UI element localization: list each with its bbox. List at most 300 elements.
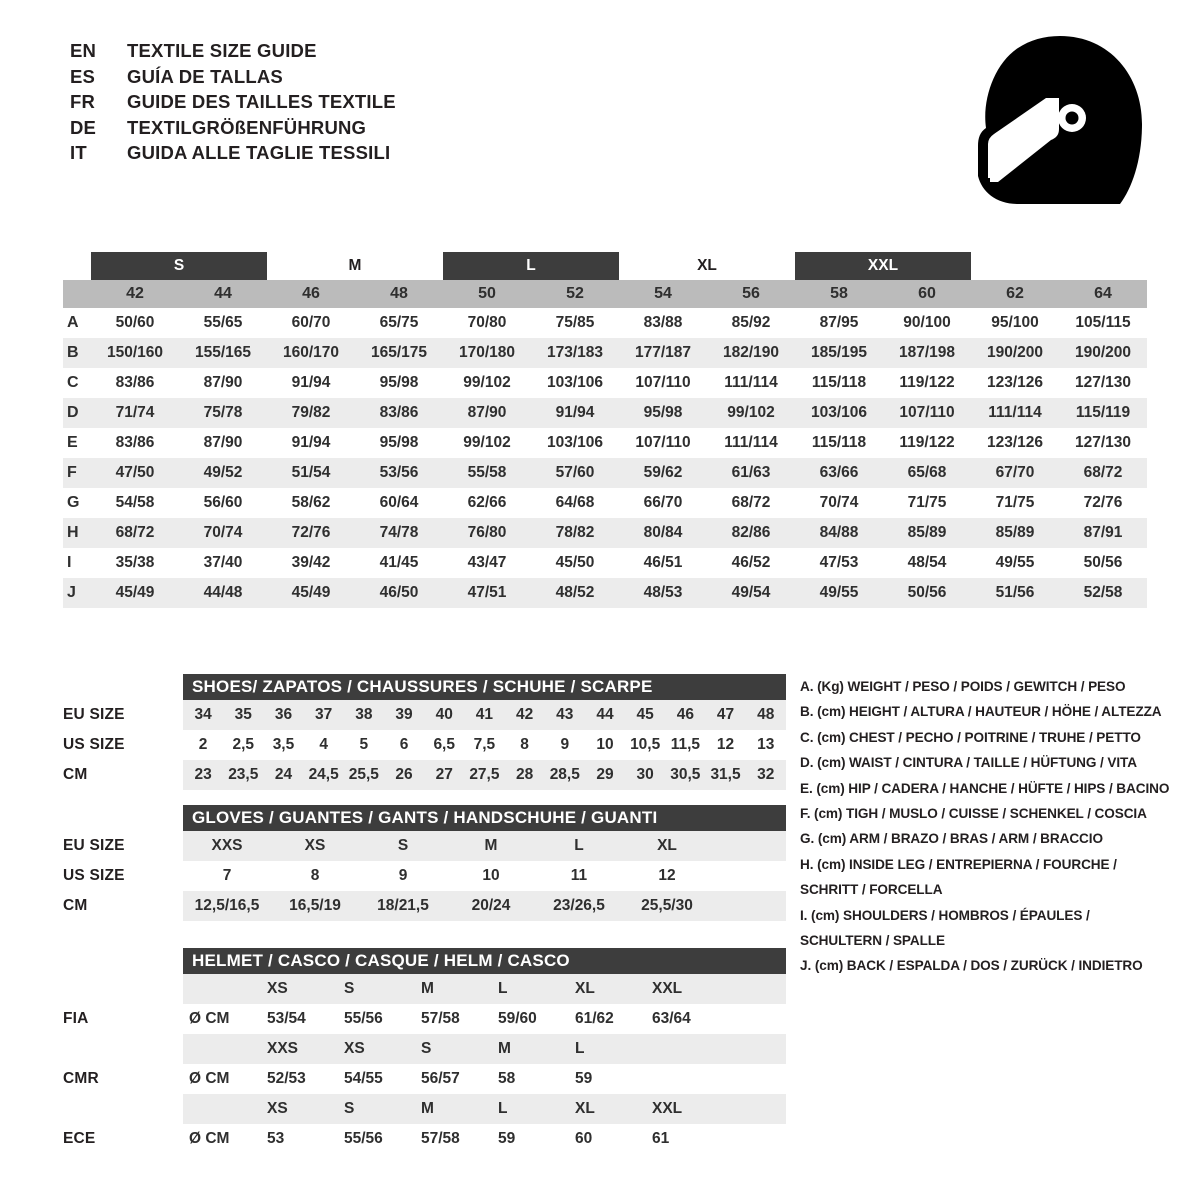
measurement-cell: 187/198 [898, 344, 956, 361]
measurement-cell: 78/82 [555, 524, 595, 541]
helmet-standard-ece: ECE [63, 1130, 96, 1147]
helmet-size-header-row [63, 1034, 786, 1064]
racing-helmet-icon [960, 28, 1160, 213]
size-band-xl: XL [697, 257, 717, 274]
value-cell: 48 [757, 706, 775, 723]
value-cell: 37 [315, 706, 333, 723]
helmet-size-label: M [421, 980, 434, 997]
measurement-cell: 76/80 [467, 524, 507, 541]
textile-size-table [63, 252, 1147, 608]
value-cell: 30 [636, 766, 654, 783]
helmet-value-cell: 54/55 [344, 1070, 383, 1087]
value-cell: 23 [194, 766, 212, 783]
measurement-cell: 119/122 [899, 374, 955, 391]
value-cell: 4 [319, 736, 328, 753]
helmet-value-cell [646, 1064, 723, 1094]
value-cell: 6 [399, 736, 409, 753]
measurement-cell: 70/74 [203, 524, 243, 541]
size-number-header-row [63, 280, 1147, 308]
helmet-standard-values [183, 1124, 786, 1154]
table-row [63, 730, 786, 760]
table-row [63, 308, 1147, 338]
value-cell: 12 [658, 867, 676, 884]
language-row [70, 117, 670, 143]
table-row [63, 578, 1147, 608]
measurement-cell: 45/50 [555, 554, 595, 571]
helmet-size-values [183, 974, 786, 1004]
measurement-cell: 83/86 [379, 404, 419, 421]
gloves-title: GLOVES / GUANTES / GANTS / HANDSCHUHE / GUANTI [183, 805, 786, 831]
measurement-cell: 127/130 [1074, 374, 1132, 391]
measurement-cell: 59/62 [643, 464, 683, 481]
value-cell: 8 [310, 867, 320, 884]
measurement-cell: 103/106 [546, 434, 604, 451]
measurement-cell: 54/58 [115, 494, 155, 511]
legend-line: SCHRITT / FORCELLA [800, 882, 943, 898]
size-column-header: 46 [302, 285, 320, 302]
value-cell: 25,5/30 [641, 897, 693, 914]
value-cell: 45 [636, 706, 654, 723]
measurement-cell: 60/70 [291, 314, 331, 331]
row-label-c: C [67, 374, 79, 391]
value-cell: 47 [716, 706, 735, 723]
measurement-cell: 49/55 [819, 584, 859, 601]
value-cell: 24 [274, 766, 293, 783]
row-values [183, 831, 786, 861]
language-code: ES [70, 65, 96, 87]
language-code: IT [70, 142, 87, 163]
row-label-f: F [67, 464, 77, 481]
measurement-cell: 46/51 [643, 554, 683, 571]
helmet-standard-cmr: CMR [63, 1070, 99, 1087]
language-title: TEXTILGRÖßENFÜHRUNG [127, 116, 367, 138]
measurement-cell: 41/45 [379, 554, 419, 571]
measurement-cell: 99/102 [463, 434, 511, 451]
table-row [63, 368, 1147, 398]
measurement-cell: 66/70 [643, 494, 683, 511]
measurement-cell: 177/187 [634, 344, 692, 361]
helmet-size-label: S [344, 980, 355, 997]
measurement-cell: 105/115 [1075, 314, 1131, 331]
value-cell: 36 [274, 706, 293, 723]
measurement-cell: 190/200 [1074, 344, 1132, 361]
measurement-cell: 55/58 [467, 464, 507, 481]
value-cell: 46 [676, 706, 694, 723]
measurement-cell: 50/56 [907, 584, 947, 601]
helmet-value-cell: 63/64 [652, 1010, 691, 1027]
value-cell: 8 [520, 736, 529, 753]
value-cell: 28 [515, 766, 534, 783]
table-row [63, 831, 786, 861]
measurement-cell: 79/82 [291, 404, 331, 421]
measurement-cell: 44/48 [203, 584, 243, 601]
row-label: EU SIZE [63, 706, 125, 723]
measurement-cell: 50/56 [1083, 554, 1123, 571]
measurement-cell: 107/110 [635, 434, 691, 451]
helmet-size-header-row [63, 974, 786, 1004]
measurement-cell: 68/72 [731, 494, 771, 511]
helmet-size-label: XXL [652, 1100, 683, 1117]
legend-line: C. (cm) CHEST / PECHO / POITRINE / TRUHE / PETTO [800, 729, 1141, 745]
value-cell: 10 [482, 867, 500, 884]
helmet-value-cell: 60 [575, 1130, 593, 1147]
measurement-cell: 55/65 [203, 314, 243, 331]
language-row [70, 91, 670, 117]
helmet-value-cell: 61 [652, 1130, 670, 1147]
row-label-d: D [67, 404, 79, 421]
helmet-standard-fia: FIA [63, 1010, 89, 1027]
measurement-cell: 63/66 [819, 464, 859, 481]
row-values [183, 891, 786, 921]
measurement-cell: 65/75 [379, 314, 419, 331]
helmet-value-cell: 55/56 [344, 1130, 383, 1147]
helmet-value-cell: 59/60 [498, 1010, 537, 1027]
helmet-size-label: XXS [267, 1040, 299, 1057]
helmet-section [63, 948, 786, 1154]
measurement-cell: 111/114 [724, 374, 778, 391]
helmet-unit-label: Ø CM [189, 1010, 230, 1027]
size-column-header: 60 [918, 285, 936, 302]
measurement-cell: 56/60 [203, 494, 243, 511]
measurement-cell: 170/180 [458, 344, 516, 361]
measurement-cell: 123/126 [986, 434, 1044, 451]
value-cell: 40 [435, 706, 453, 723]
helmet-size-label: S [344, 1100, 355, 1117]
value-cell: 28,5 [549, 766, 580, 783]
measurement-cell: 43/47 [467, 554, 507, 571]
measurement-cell: 71/74 [115, 404, 155, 421]
table-row [63, 458, 1147, 488]
table-row [63, 398, 1147, 428]
legend-line: B. (cm) HEIGHT / ALTURA / HAUTEUR / HÖHE / ALTEZZA [800, 704, 1162, 720]
value-cell: XL [657, 837, 677, 854]
measurement-cell: 119/122 [899, 434, 955, 451]
value-cell: 7,5 [473, 736, 496, 753]
measurement-rows [63, 308, 1147, 608]
measurement-cell: 70/74 [819, 494, 859, 511]
value-cell: 39 [395, 706, 413, 723]
measurement-cell: 68/72 [1083, 464, 1123, 481]
row-label-g: G [67, 494, 80, 511]
title-block [70, 40, 670, 168]
row-values [183, 730, 786, 760]
row-label: EU SIZE [63, 837, 125, 854]
size-band-l: L [443, 252, 619, 280]
row-label-j: J [67, 584, 76, 601]
helmet-title: HELMET / CASCO / CASQUE / HELM / CASCO [183, 948, 786, 974]
row-values [183, 760, 786, 790]
measurement-cell: 95/98 [379, 434, 419, 451]
helmet-size-label: XL [575, 1100, 595, 1117]
language-title: GUIDE DES TAILLES TEXTILE [127, 91, 396, 112]
measurement-cell: 47/53 [819, 554, 859, 571]
helmet-size-header-label [63, 1094, 183, 1124]
value-cell: 9 [398, 867, 408, 884]
value-cell: 10 [596, 736, 614, 753]
measurement-cell: 123/126 [986, 374, 1044, 391]
size-column-header: 56 [742, 285, 760, 302]
measurement-cell: 35/38 [115, 554, 155, 571]
measurement-cell: 190/200 [986, 344, 1044, 361]
row-label: CM [63, 766, 88, 783]
helmet-rows [63, 974, 786, 1154]
measurement-cell: 74/78 [379, 524, 419, 541]
language-code: FR [70, 91, 96, 112]
measurement-cell: 95/100 [991, 314, 1039, 331]
language-title: GUIDA ALLE TAGLIE TESSILI [127, 142, 391, 163]
value-cell: 23,5 [228, 766, 259, 783]
measurement-cell: 111/114 [988, 404, 1042, 421]
row-label-i: I [67, 554, 72, 571]
row-label-b: B [67, 344, 79, 361]
value-cell: 34 [194, 706, 212, 723]
row-label: CM [63, 897, 88, 914]
measurement-cell: 80/84 [643, 524, 683, 541]
shoes-section [63, 674, 786, 790]
measurement-cell: 85/89 [995, 524, 1035, 541]
measurement-cell: 87/90 [203, 374, 243, 391]
measurement-cell: 37/40 [203, 554, 243, 571]
legend-line: I. (cm) SHOULDERS / HOMBROS / ÉPAULES / [800, 907, 1090, 923]
helmet-unit-spacer [183, 1094, 261, 1124]
legend-line: F. (cm) TIGH / MUSLO / CUISSE / SCHENKEL / COSCIA [800, 806, 1147, 822]
measurement-cell: 91/94 [291, 434, 331, 451]
value-cell: 29 [596, 766, 614, 783]
value-cell: 30,5 [670, 766, 701, 783]
helmet-unit-spacer [183, 974, 261, 1004]
helmet-value-cell: 57/58 [421, 1010, 460, 1027]
helmet-size-label: L [498, 980, 508, 997]
measurement-cell: 95/98 [379, 374, 419, 391]
value-cell: 11,5 [670, 736, 700, 753]
measurement-cell: 115/118 [811, 434, 867, 451]
helmet-size-values [183, 1034, 786, 1064]
size-band-xxl: XXL [795, 252, 971, 280]
helmet-size-label: L [575, 1040, 585, 1057]
helmet-unit-label: Ø CM [189, 1130, 230, 1147]
row-label-a: A [67, 314, 79, 331]
measurement-cell: 185/195 [810, 344, 868, 361]
measurement-cell: 50/60 [115, 314, 155, 331]
measurement-cell: 84/88 [819, 524, 859, 541]
helmet-size-header-label [63, 1034, 183, 1064]
value-cell: 3,5 [272, 736, 295, 753]
value-cell: M [484, 837, 498, 854]
measurement-cell: 67/70 [995, 464, 1035, 481]
measurement-cell: 99/102 [463, 374, 511, 391]
measurement-cell: 51/54 [291, 464, 331, 481]
measurement-cell: 53/56 [379, 464, 419, 481]
measurement-cell: 60/64 [379, 494, 419, 511]
helmet-value-cell: 61/62 [575, 1010, 614, 1027]
value-cell: 2,5 [232, 736, 255, 753]
value-cell: 31,5 [710, 766, 741, 783]
legend-line: SCHULTERN / SPALLE [800, 933, 945, 949]
language-title: GUÍA DE TALLAS [127, 65, 283, 87]
measurement-cell: 49/52 [203, 464, 243, 481]
measurement-cell: 87/90 [203, 434, 243, 451]
measurement-cell: 115/119 [1075, 404, 1131, 421]
headnum-spacer [63, 280, 91, 308]
value-cell: 7 [222, 867, 232, 884]
shoes-title: SHOES/ ZAPATOS / CHAUSSURES / SCHUHE / SCARPE [183, 674, 786, 700]
measurement-cell: 87/90 [467, 404, 507, 421]
measurement-cell: 127/130 [1074, 434, 1132, 451]
value-cell: 24,5 [308, 766, 339, 783]
measurement-cell: 75/78 [203, 404, 243, 421]
size-column-header: 48 [390, 285, 408, 302]
value-cell: 41 [475, 706, 494, 723]
value-cell: 2 [198, 736, 208, 753]
measurement-cell: 72/76 [291, 524, 331, 541]
value-cell: 12 [716, 736, 735, 753]
shoes-rows [63, 700, 786, 790]
measurement-legend [800, 674, 1190, 979]
helmet-standard-row [63, 1124, 786, 1154]
value-cell: 38 [355, 706, 373, 723]
value-cell: XXS [211, 837, 243, 854]
measurement-cell: 150/160 [106, 344, 164, 361]
helmet-standard-values [183, 1064, 786, 1094]
helmet-size-values [183, 1094, 786, 1124]
gloves-rows [63, 831, 786, 921]
value-cell: 9 [560, 736, 570, 753]
value-cell: 5 [359, 736, 369, 753]
language-code: DE [70, 116, 97, 138]
value-cell: 12,5/16,5 [194, 897, 260, 914]
helmet-size-label: XS [344, 1040, 365, 1057]
measurement-cell: 52/58 [1083, 584, 1123, 601]
value-cell: 13 [757, 736, 775, 753]
value-cell: 35 [234, 706, 252, 723]
measurement-cell: 70/80 [467, 314, 507, 331]
measurement-cell: 155/165 [194, 344, 252, 361]
value-cell: XS [304, 837, 326, 854]
measurement-cell: 160/170 [282, 344, 340, 361]
helmet-unit-label: Ø CM [189, 1070, 230, 1087]
measurement-cell: 65/68 [907, 464, 947, 481]
measurement-cell: 71/75 [907, 494, 947, 511]
table-row [63, 548, 1147, 578]
measurement-cell: 99/102 [727, 404, 775, 421]
measurement-cell: 107/110 [899, 404, 955, 421]
measurement-cell: 58/62 [291, 494, 331, 511]
table-row [63, 700, 786, 730]
size-column-header: 52 [566, 285, 584, 302]
measurement-cell: 49/54 [731, 584, 771, 601]
table-row [63, 518, 1147, 548]
measurement-cell: 91/94 [555, 404, 595, 421]
table-row [63, 428, 1147, 458]
value-cell: 27 [435, 766, 453, 783]
value-cell: 44 [596, 706, 614, 723]
helmet-unit-spacer [183, 1034, 261, 1064]
table-row [63, 760, 786, 790]
legend-line: A. (Kg) WEIGHT / PESO / POIDS / GEWITCH / PESO [800, 679, 1126, 694]
language-row [70, 66, 670, 92]
helmet-size-header-row [63, 1094, 786, 1124]
row-label: US SIZE [63, 867, 125, 884]
measurement-cell: 51/56 [995, 584, 1035, 601]
measurement-cell: 47/50 [115, 464, 155, 481]
table-row [63, 338, 1147, 368]
size-column-header: 58 [830, 285, 848, 302]
measurement-cell: 48/54 [907, 554, 947, 571]
helmet-size-header-label [63, 974, 183, 1004]
legend-line: H. (cm) INSIDE LEG / ENTREPIERNA / FOURCHE / [800, 856, 1117, 872]
measurement-cell: 49/55 [995, 554, 1035, 571]
measurement-cell: 46/50 [379, 584, 419, 601]
measurement-cell: 57/60 [555, 464, 595, 481]
language-row [70, 40, 670, 66]
value-cell: S [397, 837, 409, 854]
helmet-value-cell: 55/56 [344, 1010, 383, 1027]
measurement-cell: 83/86 [115, 374, 155, 391]
language-title: TEXTILE SIZE GUIDE [127, 40, 317, 61]
value-cell: 25,5 [348, 766, 379, 783]
helmet-size-label: L [498, 1100, 508, 1117]
measurement-cell: 173/183 [546, 344, 604, 361]
value-cell: 20/24 [471, 897, 511, 914]
size-column-header: 64 [1094, 285, 1112, 302]
legend-line: G. (cm) ARM / BRAZO / BRAS / ARM / BRACCIO [800, 831, 1103, 847]
helmet-value-cell: 59 [575, 1070, 593, 1087]
measurement-cell: 103/106 [810, 404, 868, 421]
measurement-cell: 45/49 [115, 584, 155, 601]
helmet-size-label [646, 1034, 723, 1064]
value-cell: 18/21,5 [377, 897, 429, 914]
row-label: US SIZE [63, 736, 125, 753]
measurement-cell: 48/52 [555, 584, 595, 601]
table-row [63, 861, 786, 891]
size-band-row [63, 252, 1147, 280]
row-values [183, 700, 786, 730]
measurement-cell: 48/53 [643, 584, 683, 601]
measurement-cell: 68/72 [115, 524, 155, 541]
size-band-s: S [91, 252, 267, 280]
helmet-size-label: XS [267, 1100, 288, 1117]
table-row [63, 488, 1147, 518]
measurement-cell: 47/51 [467, 584, 507, 601]
measurement-cell: 91/94 [291, 374, 331, 391]
value-cell: L [574, 837, 584, 854]
language-row [70, 142, 670, 168]
helmet-value-cell: 53/54 [267, 1010, 306, 1027]
size-column-header: 44 [214, 285, 232, 302]
value-cell: 10,5 [630, 736, 661, 753]
measurement-cell: 83/86 [115, 434, 155, 451]
measurement-cell: 83/88 [643, 314, 683, 331]
measurement-cell: 85/92 [731, 314, 771, 331]
measurement-cell: 45/49 [291, 584, 331, 601]
legend-line: D. (cm) WAIST / CINTURA / TAILLE / HÜFTUNG / VITA [800, 755, 1137, 771]
measurement-cell: 90/100 [903, 314, 951, 331]
measurement-cell: 87/91 [1083, 524, 1123, 541]
measurement-cell: 39/42 [291, 554, 331, 571]
measurement-cell: 103/106 [546, 374, 604, 391]
value-cell: 23/26,5 [553, 897, 605, 914]
helmet-value-cell: 58 [498, 1070, 516, 1087]
measurement-cell: 62/66 [467, 494, 507, 511]
measurement-cell: 115/118 [811, 374, 867, 391]
measurement-cell: 111/114 [724, 434, 778, 451]
value-cell: 11 [570, 867, 588, 884]
measurement-cell: 61/63 [731, 464, 771, 481]
helmet-standard-values [183, 1004, 786, 1034]
legend-line: E. (cm) HIP / CADERA / HANCHE / HÜFTE / HIPS / BACINO [800, 780, 1170, 796]
band-spacer [63, 252, 91, 280]
value-cell: 16,5/19 [289, 897, 341, 914]
